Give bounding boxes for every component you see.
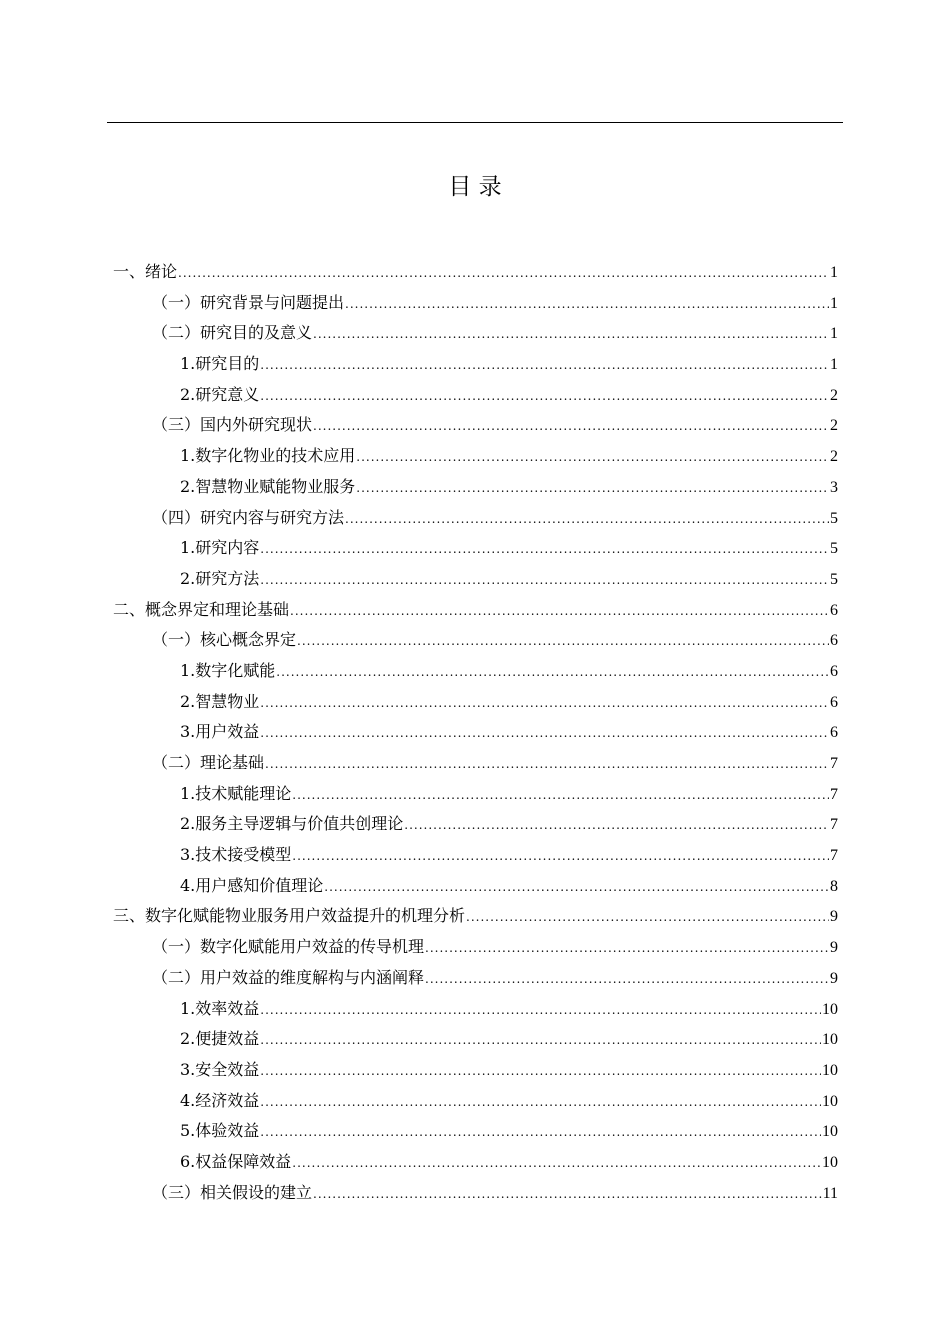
toc-entry[interactable] (113, 441, 838, 472)
toc-entry[interactable] (113, 533, 838, 564)
toc-title: 目 录 (448, 174, 502, 200)
toc-page-number: 1 (830, 356, 838, 374)
toc-entry[interactable] (113, 257, 838, 288)
toc-leader-dots (260, 534, 829, 565)
toc-entry-text: （一）数字化赋能用户效益的传导机理 (152, 937, 425, 957)
toc-page-number: 7 (830, 816, 838, 834)
toc-leader-dots (260, 688, 829, 719)
toc-page-number: 2 (830, 386, 838, 404)
toc-leader-dots (356, 442, 829, 473)
toc-entry[interactable] (113, 410, 838, 441)
toc-page-number: 5 (830, 509, 838, 527)
toc-entry[interactable] (113, 871, 838, 902)
toc-leader-dots (260, 995, 821, 1026)
toc-entry-text: 6.权益保障效益 (180, 1151, 292, 1171)
toc-entry[interactable] (113, 349, 838, 380)
toc-entry-text: （三）国内外研究现状 (152, 415, 313, 435)
toc-entry[interactable] (113, 1086, 838, 1117)
toc-entry-text: （三）相关假设的建立 (152, 1182, 313, 1202)
toc-page-number: 2 (830, 417, 838, 435)
toc-leader-dots (345, 504, 829, 535)
toc-leader-dots (260, 1117, 821, 1148)
toc-entry[interactable] (113, 809, 838, 840)
toc-page-number: 6 (830, 601, 838, 619)
toc-entry-text: 2.研究意义 (180, 384, 260, 404)
toc-entry-text: 4.用户感知价值理论 (180, 875, 324, 895)
toc-leader-dots (345, 289, 829, 320)
toc-leader-dots (356, 473, 829, 504)
toc-page-number: 6 (830, 632, 838, 650)
toc-page-number: 10 (822, 1153, 838, 1171)
toc-leader-dots (260, 381, 829, 412)
toc-entry[interactable] (113, 318, 838, 349)
toc-entry[interactable] (113, 380, 838, 411)
toc-entry[interactable] (113, 840, 838, 871)
toc-leader-dots (324, 872, 829, 903)
toc-entry[interactable] (113, 1024, 838, 1055)
toc-page-number: 5 (830, 570, 838, 588)
toc-leader-dots (276, 657, 829, 688)
toc-entry-text: 1.研究目的 (180, 354, 260, 374)
toc-page-number: 3 (830, 478, 838, 496)
toc-leader-dots (425, 964, 829, 995)
toc-leader-dots (404, 810, 829, 841)
toc-leader-dots (260, 565, 829, 596)
toc-entry-text: 一、绪论 (113, 262, 178, 281)
toc-entry[interactable] (113, 503, 838, 534)
toc-leader-dots (313, 411, 829, 442)
toc-entry-text: 5.体验效益 (180, 1121, 260, 1141)
toc-entry[interactable] (113, 717, 838, 748)
toc-leader-dots (292, 780, 829, 811)
toc-entry-text: 4.经济效益 (180, 1090, 260, 1110)
toc-entry[interactable] (113, 1116, 838, 1147)
toc-page-number: 10 (822, 1061, 838, 1079)
toc-page-number: 1 (830, 325, 838, 343)
toc-leader-dots (260, 1087, 821, 1118)
toc-entry[interactable] (113, 1055, 838, 1086)
toc-entry-text: 二、概念界定和理论基础 (113, 599, 290, 619)
toc-leader-dots (290, 596, 829, 627)
toc-list (113, 257, 838, 1208)
toc-page-number: 1 (830, 264, 838, 281)
toc-entry-text: 1.效率效益 (180, 998, 260, 1018)
toc-page-number: 2 (830, 448, 838, 466)
toc-page-number: 8 (830, 877, 838, 895)
toc-entry[interactable] (113, 595, 838, 626)
toc-entry[interactable] (113, 1178, 838, 1209)
toc-page-number: 9 (830, 939, 838, 957)
toc-page-number: 7 (830, 847, 838, 865)
toc-page-number: 6 (830, 662, 838, 680)
header-rule (107, 122, 843, 123)
toc-entry-text: 1.数字化物业的技术应用 (180, 446, 356, 466)
toc-entry-text: 1.研究内容 (180, 538, 260, 558)
toc-entry[interactable] (113, 656, 838, 687)
toc-leader-dots (313, 319, 829, 350)
toc-entry-text: 3.用户效益 (180, 722, 260, 742)
toc-page-number: 10 (822, 1123, 838, 1141)
toc-entry[interactable] (113, 994, 838, 1025)
toc-entry[interactable] (113, 564, 838, 595)
toc-entry-text: 1.技术赋能理论 (180, 783, 292, 803)
toc-entry-text: 3.安全效益 (180, 1059, 260, 1079)
toc-entry[interactable] (113, 779, 838, 810)
toc-entry-text: 2.研究方法 (180, 568, 260, 588)
toc-leader-dots (425, 933, 829, 964)
toc-page-number: 10 (822, 1092, 838, 1110)
toc-leader-dots (178, 258, 829, 289)
toc-page-number: 7 (830, 755, 838, 772)
toc-page-number: 10 (822, 1031, 838, 1049)
toc-entry[interactable] (113, 748, 838, 779)
toc-entry[interactable] (113, 901, 838, 932)
toc-leader-dots (292, 841, 829, 872)
toc-entry-text: （一）核心概念界定 (152, 630, 297, 650)
toc-leader-dots (265, 749, 829, 780)
toc-entry-text: （二）研究目的及意义 (152, 323, 313, 343)
toc-leader-dots (260, 1056, 821, 1087)
toc-entry-text: 2.智慧物业 (180, 691, 260, 711)
toc-leader-dots (466, 902, 829, 933)
toc-entry[interactable] (113, 288, 838, 319)
toc-entry-text: （四）研究内容与研究方法 (152, 507, 345, 527)
toc-entry-text: 2.服务主导逻辑与价值共创理论 (180, 814, 404, 834)
toc-page-number: 5 (830, 540, 838, 558)
toc-entry-text: （二）理论基础 (152, 753, 265, 772)
toc-entry-text: 3.技术接受模型 (180, 845, 292, 865)
toc-entry[interactable] (113, 963, 838, 994)
toc-page-number: 6 (830, 693, 838, 711)
toc-leader-dots (260, 1025, 821, 1056)
toc-entry-text: 2.便捷效益 (180, 1029, 260, 1049)
toc-leader-dots (260, 350, 829, 381)
toc-page-number: 9 (830, 908, 838, 926)
toc-entry-text: 2.智慧物业赋能物业服务 (180, 476, 356, 496)
toc-page-number: 6 (830, 724, 838, 742)
toc-leader-dots (260, 718, 829, 749)
toc-page-number: 7 (830, 785, 838, 803)
toc-entry[interactable] (113, 1147, 838, 1178)
toc-page-number: 9 (830, 969, 838, 987)
toc-page-number: 10 (822, 1000, 838, 1018)
toc-leader-dots (292, 1148, 821, 1179)
toc-entry[interactable] (113, 687, 838, 718)
toc-entry[interactable] (113, 472, 838, 503)
toc-leader-dots (313, 1179, 822, 1210)
toc-entry-text: （一）研究背景与问题提出 (152, 292, 345, 312)
toc-leader-dots (297, 626, 829, 657)
toc-entry-text: 三、数字化赋能物业服务用户效益提升的机理分析 (113, 906, 466, 926)
toc-page-number: 1 (830, 294, 838, 312)
toc-entry-text: （二）用户效益的维度解构与内涵阐释 (152, 967, 425, 987)
toc-entry-text: 1.数字化赋能 (180, 660, 276, 680)
toc-entry[interactable] (113, 625, 838, 656)
toc-page-number: 11 (822, 1184, 838, 1202)
toc-entry[interactable] (113, 932, 838, 963)
